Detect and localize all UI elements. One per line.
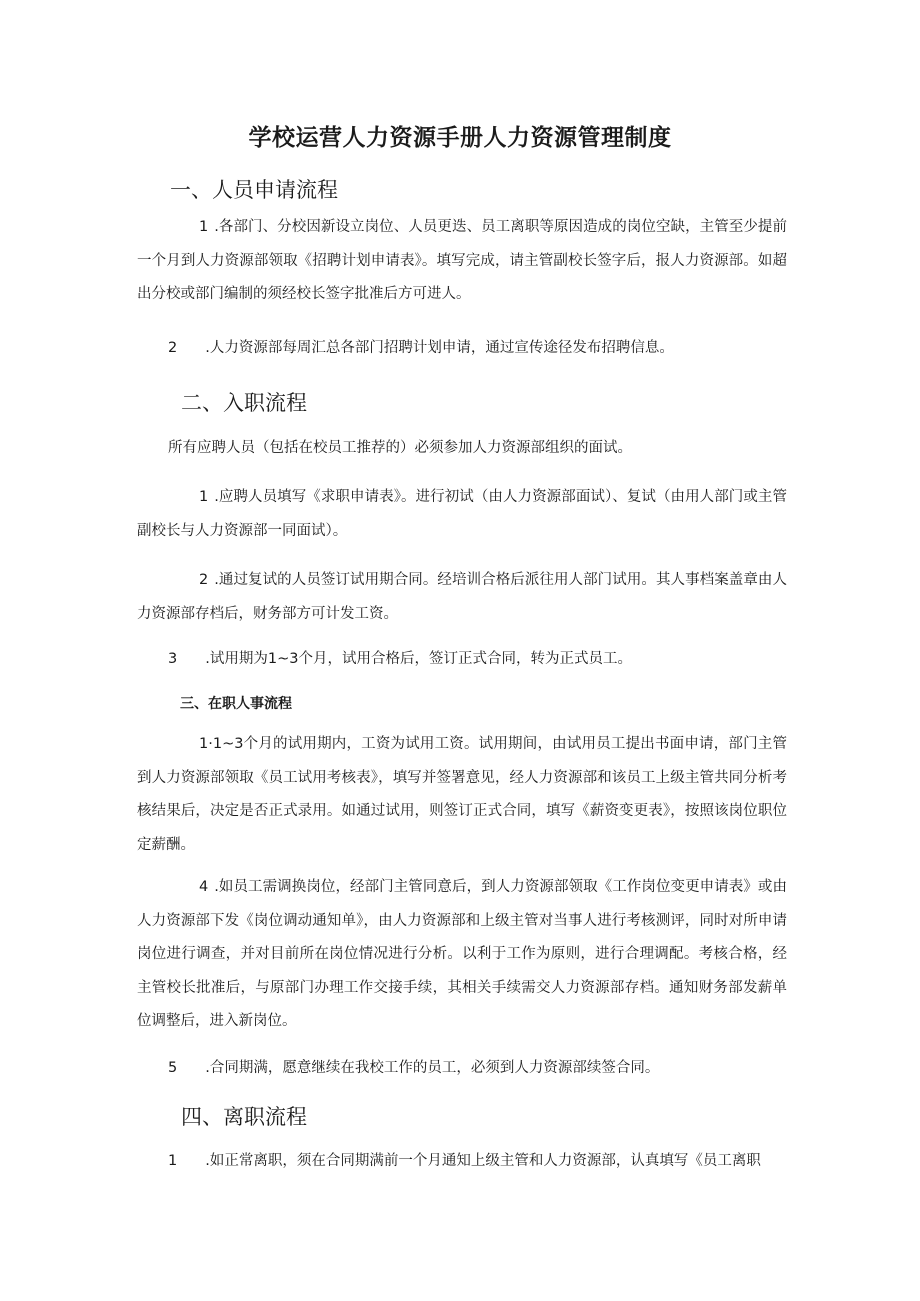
section-heading-resignation: 四、离职流程 bbox=[181, 1105, 307, 1129]
item-number: 1· bbox=[199, 736, 213, 752]
paragraph-onboarding-intro: 所有应聘人员（包括在校员工推荐的）必须参加人力资源部组织的面试。 bbox=[168, 440, 632, 456]
item-number: 1 bbox=[199, 219, 209, 235]
paragraph-in-service-4 bbox=[137, 871, 787, 1039]
document-title: 学校运营人力资源手册人力资源管理制度 bbox=[248, 125, 672, 151]
item-text: .合同期满，愿意继续在我校工作的员工，必须到人力资源部续签合同。 bbox=[205, 1060, 660, 1076]
paragraph-onboarding-2 bbox=[137, 564, 787, 631]
item-number: 2 bbox=[168, 340, 178, 356]
item-number: 5 bbox=[168, 1060, 178, 1076]
item-text: .通过复试的人员签订试用期合同。经培训合格后派往用人部门试用。其人事档案盖章由人力资源部存档后，财务部方可计发工资。 bbox=[137, 572, 787, 622]
paragraph-in-service-1 bbox=[137, 728, 787, 862]
item-number: 2 bbox=[199, 572, 209, 588]
paragraph-onboarding-3 bbox=[168, 648, 632, 670]
item-text: .如正常离职，须在合同期满前一个月通知上级主管和人力资源部，认真填写《员工离职 bbox=[205, 1153, 761, 1169]
paragraph-resignation-1 bbox=[168, 1150, 761, 1172]
item-text: .试用期为1~3个月，试用合格后，签订正式合同，转为正式员工。 bbox=[205, 651, 632, 667]
item-text: .各部门、分校因新设立岗位、人员更迭、员工离职等原因造成的岗位空缺，主管至少提前一个月到人力资源部领取《招聘计划申请表》。填写完成，请主管副校长签字后，报人力资源部。如超出分校或部门编制的须经校长签字批准后方可进人。 bbox=[137, 219, 787, 303]
paragraph-application-1 bbox=[137, 211, 787, 312]
item-text: .人力资源部每周汇总各部门招聘计划申请，通过宣传途径发布招聘信息。 bbox=[205, 340, 674, 356]
item-number: 3 bbox=[168, 651, 178, 667]
paragraph-application-2 bbox=[168, 337, 674, 359]
item-number: 1 bbox=[199, 489, 209, 505]
paragraph-in-service-5 bbox=[168, 1057, 659, 1079]
section-heading-application: 一、人员申请流程 bbox=[170, 178, 338, 202]
item-number: 4 bbox=[199, 879, 209, 895]
item-text: .如员工需调换岗位，经部门主管同意后，到人力资源部领取《工作岗位变更申请表》或由人力资源部下发《岗位调动通知单》，由人力资源部和上级主管对当事人进行考核测评，同时对所申请岗位进行调查，并对目前所在岗位情况进行分析。以利于工作为原则，进行合理调配。考核合格，经主管校长批准后，与原部门办理工作交接手续，其相关手续需交人力资源部存档。通知财务部发薪单位调整后，进入新岗位。 bbox=[137, 879, 787, 1030]
item-text: .应聘人员填写《求职申请表》。进行初试（由人力资源部面试）、复试（由用人部门或主管副校长与人力资源部一同面试）。 bbox=[137, 489, 787, 539]
section-heading-onboarding: 二、入职流程 bbox=[181, 391, 307, 415]
paragraph-onboarding-1 bbox=[137, 481, 787, 548]
section-heading-in-service: 三、在职人事流程 bbox=[180, 696, 292, 712]
item-number: 1 bbox=[168, 1153, 178, 1169]
item-text: 1~3个月的试用期内，工资为试用工资。试用期间，由试用员工提出书面申请，部门主管到人力资源部领取《员工试用考核表》，填写并签署意见，经人力资源部和该员工上级主管共同分析考核结果后，决定是否正式录用。如通过试用，则签订正式合同，填写《薪资变更表》，按照该岗位职位定薪酬。 bbox=[137, 736, 787, 853]
